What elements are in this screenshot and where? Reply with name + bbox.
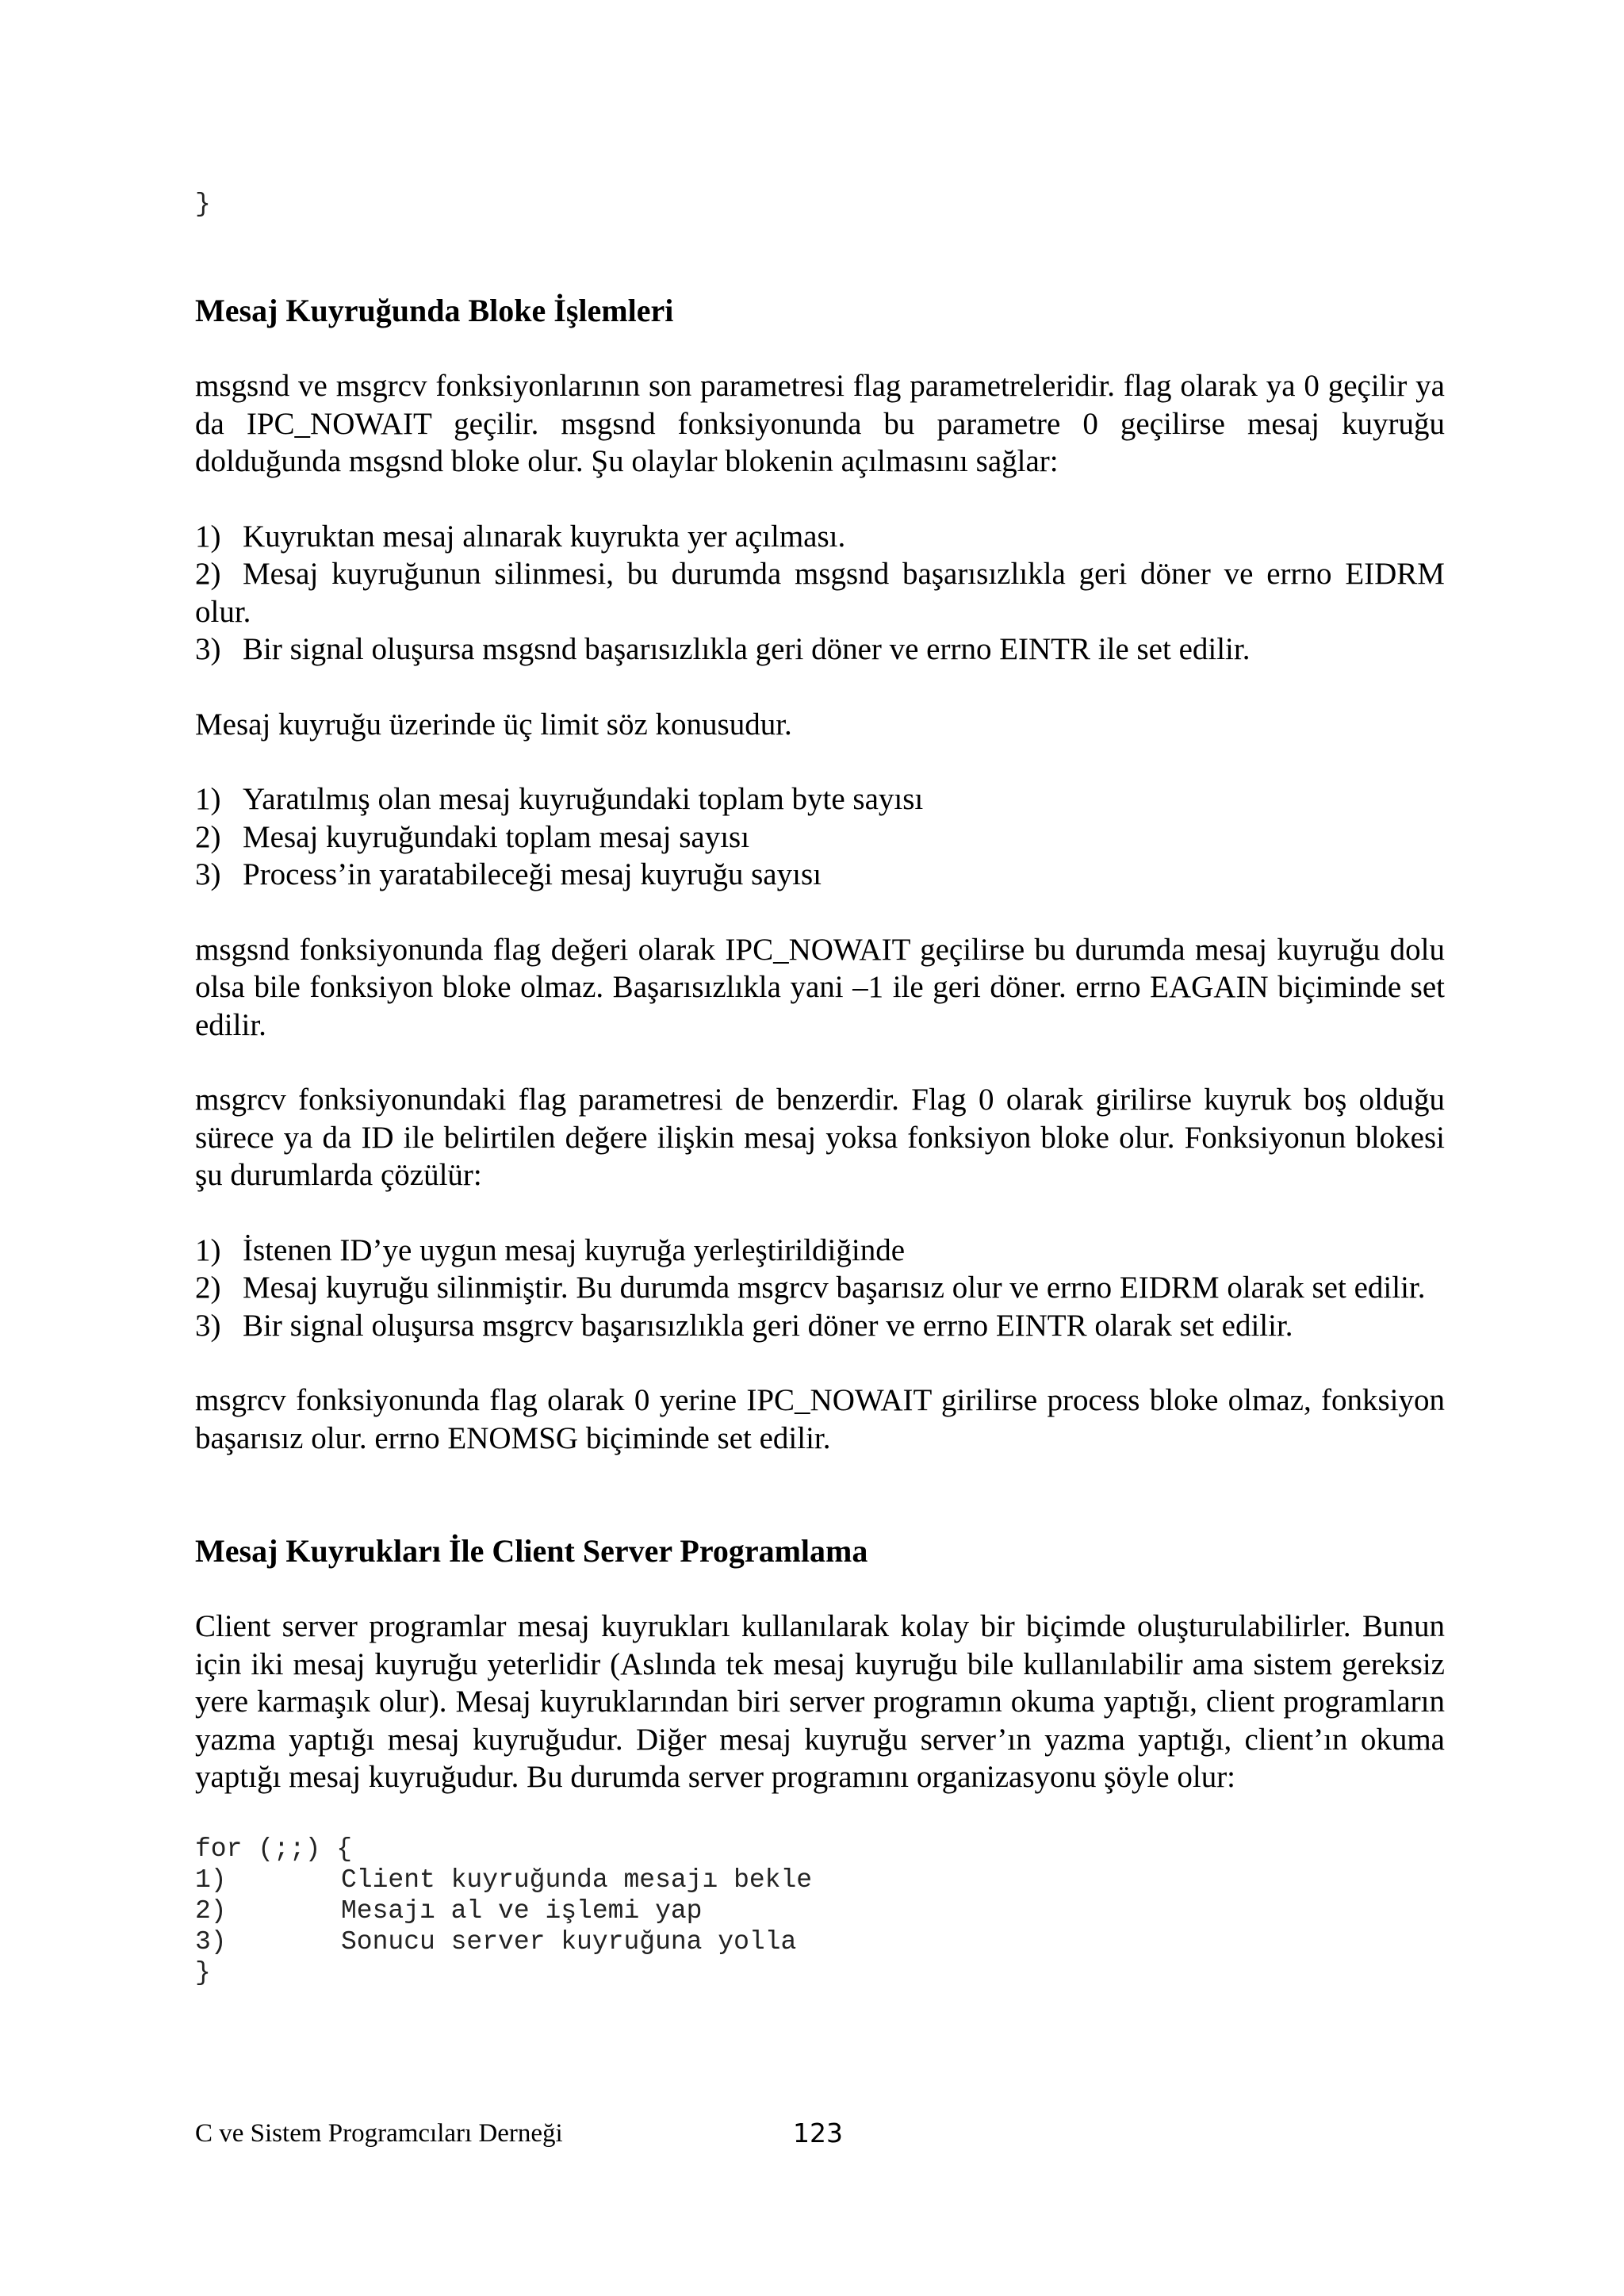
list-item (195, 818, 1445, 857)
code-line-number: 1) (195, 1865, 227, 1895)
code-block-server-loop (195, 1834, 1445, 1988)
section-heading-bloke: Mesaj Kuyruğunda Bloke İşlemleri (195, 293, 674, 328)
list-number: 3) (195, 632, 221, 666)
list-number: 1) (195, 782, 221, 816)
list-item (195, 1269, 1445, 1307)
list-text: İstenen ID’ye uygun mesaj kuyruğa yerleştirildiğinde (243, 1232, 906, 1267)
list-unblock-events (195, 518, 1445, 669)
footer-organization: C ve Sistem Programcıları Derneği (195, 2119, 563, 2148)
page-footer (195, 2116, 1445, 2156)
list-number: 3) (195, 1308, 221, 1343)
code-line-text: Client kuyruğunda mesajı bekle (341, 1865, 813, 1895)
section-heading-client-server: Mesaj Kuyrukları İle Client Server Programlama (195, 1533, 868, 1569)
list-item (195, 780, 1445, 818)
code-line-number: 2) (195, 1895, 227, 1926)
list-text: Process’in yaratabileceği mesaj kuyruğu sayısı (243, 857, 822, 891)
list-limits (195, 780, 1445, 894)
list-item (195, 1232, 1445, 1270)
code-line-open: for (;;) { (195, 1834, 353, 1864)
code-line (195, 1895, 1445, 1926)
paragraph-intro: msgsnd ve msgrcv fonksiyonlarının son parametresi flag parametreleridir. flag olarak ya 0 geçilir ya da IPC_NOWAIT geçilir. msgsnd fonksiyonunda bu parametre 0 geçilirse mesaj kuyruğu dolduğunda msgsnd bloke olur. Şu olaylar blokenin açılmasını sağlar: (195, 369, 1445, 478)
list-text: Mesaj kuyruğu silinmiştir. Bu durumda msgrcv başarısız olur ve errno EIDRM olarak set edilir. (243, 1271, 1426, 1305)
top-code-brace: } (195, 190, 211, 219)
list-item (195, 1307, 1445, 1345)
list-text: Yaratılmış olan mesaj kuyruğundaki toplam byte sayısı (243, 782, 924, 816)
code-line-text: Mesajı al ve işlemi yap (341, 1895, 703, 1926)
page-number: 123 (793, 2118, 843, 2148)
list-text: Bir signal oluşursa msgsnd başarısızlıkla geri döner ve errno EINTR ile set edilir. (243, 632, 1251, 666)
list-number: 2) (195, 1271, 221, 1305)
paragraph-msgsnd-nowait: msgsnd fonksiyonunda flag değeri olarak IPC_NOWAIT geçilirse bu durumda mesaj kuyruğu dolu olsa bile fonksiyon bloke olmaz. Başarısızlıkla yani –1 ile geri döner. errno EAGAIN biçiminde set edilir. (195, 932, 1445, 1042)
list-item (195, 555, 1445, 631)
paragraph-msgrcv-enomsg: msgrcv fonksiyonunda flag olarak 0 yerine IPC_NOWAIT girilirse process bloke olmaz, fonksiyon başarısız olur. errno ENOMSG biçiminde set edilir. (195, 1383, 1445, 1455)
list-item (195, 631, 1445, 669)
code-line-number: 3) (195, 1926, 227, 1957)
paragraph-client-server: Client server programlar mesaj kuyrukları kullanılarak kolay bir biçimde oluşturulabilirler. Bunun için iki mesaj kuyruğu yeterlidir (Aslında tek mesaj kuyruğu bile kullanılabilir ama sistem gereksiz yere karmaşık olur). Mesaj kuyruklarından biri server programın okuma yaptığı, client programların yazma yaptığı mesaj kuyruğudur. Diğer mesaj kuyruğu server’ın yazma yaptığı, client’ın okuma yaptığı mesaj kuyruğudur. Bu durumda server programını organizasyonu şöyle olur: (195, 1609, 1445, 1794)
list-number: 3) (195, 857, 221, 891)
list-text: Mesaj kuyruğundaki toplam mesaj sayısı (243, 819, 750, 854)
list-number: 2) (195, 819, 221, 854)
paragraph-msgrcv-flag: msgrcv fonksiyonundaki flag parametresi de benzerdir. Flag 0 olarak girilirse kuyruk boş olduğu sürece ya da ID ile belirtilen değere ilişkin mesaj yoksa fonksiyon bloke olur. Fonksiyonun blokesi şu durumlarda çözülür: (195, 1083, 1445, 1192)
list-text: Kuyruktan mesaj alınarak kuyrukta yer açılması. (243, 519, 846, 554)
code-line (195, 1865, 1445, 1895)
list-item (195, 518, 1445, 556)
code-line-text: Sonucu server kuyruğuna yolla (341, 1926, 797, 1957)
document-page (195, 189, 1445, 1988)
list-number: 2) (195, 557, 221, 591)
list-text: Bir signal oluşursa msgrcv başarısızlıkla geri döner ve errno EINTR olarak set edilir. (243, 1308, 1293, 1343)
paragraph-limits-intro: Mesaj kuyruğu üzerinde üç limit söz konusudur. (195, 707, 792, 742)
list-number: 1) (195, 519, 221, 554)
list-item (195, 856, 1445, 894)
list-number: 1) (195, 1232, 221, 1267)
list-msgrcv-unblock (195, 1232, 1445, 1345)
code-line (195, 1926, 1445, 1957)
list-text: Mesaj kuyruğunun silinmesi, bu durumda msgsnd başarısızlıkla geri döner ve errno EIDRM olur. (195, 557, 1445, 629)
code-line-close: } (195, 1957, 211, 1987)
